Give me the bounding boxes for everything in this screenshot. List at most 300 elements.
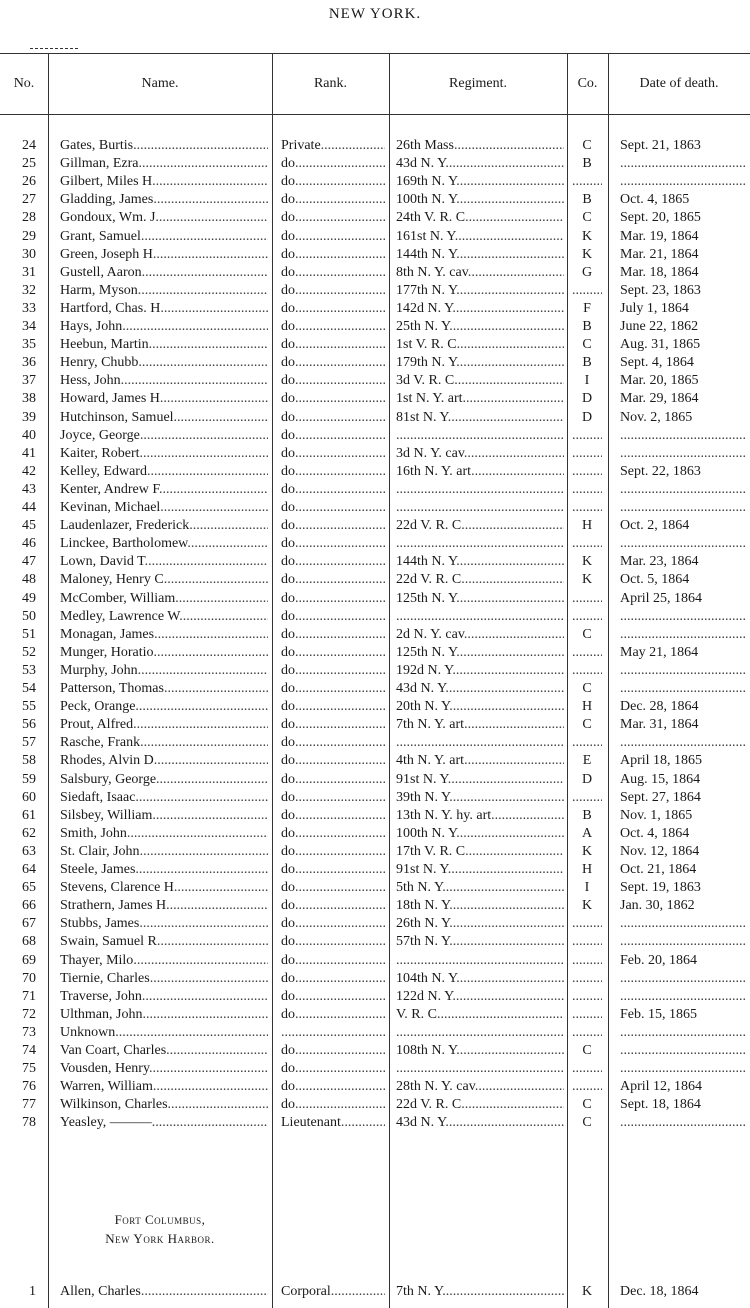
row-regiment: 1st V. R. C .....: [396, 336, 564, 354]
leader-dots: [448, 410, 564, 425]
row-number: 58: [22, 753, 36, 769]
leader-dots: [155, 210, 268, 225]
row-rank: do .....: [281, 155, 385, 173]
leader-dots: [572, 915, 602, 933]
leader-dots: [331, 1284, 385, 1299]
leader-dots: [138, 355, 268, 370]
leader-dots: [572, 608, 602, 626]
row-regiment: 4th N. Y. art .....: [396, 752, 564, 770]
table-row: [0, 734, 750, 752]
row-name: Grant, Samuel .....: [60, 228, 268, 246]
row-name: Gladding, James .....: [60, 191, 268, 209]
table-row: [0, 988, 750, 1006]
row-regiment: 100th N. Y .....: [396, 825, 564, 843]
row-company: C: [582, 1097, 592, 1113]
table-row: [0, 626, 750, 644]
row-company: D: [581, 771, 593, 787]
leader-dots: [620, 1114, 746, 1132]
leader-dots: [122, 319, 268, 334]
row-rank: do .....: [281, 1060, 385, 1078]
table-row: [0, 209, 750, 227]
row-name: Kelley, Edward .....: [60, 463, 268, 481]
row-rank: do .....: [281, 752, 385, 770]
leader-dots: [295, 572, 385, 587]
leader-dots: [153, 192, 268, 207]
leader-dots: [135, 862, 268, 877]
leader-dots: [295, 934, 385, 949]
leader-dots: [150, 971, 268, 986]
row-number: 63: [22, 843, 36, 859]
leader-dots: [133, 138, 268, 153]
leader-dots: [449, 898, 564, 913]
row-number: 46: [22, 536, 36, 552]
leader-dots: [295, 156, 385, 171]
row-name: Prout, Alfred .....: [60, 716, 268, 734]
row-date: Oct. 4, 1864: [620, 825, 690, 841]
leader-dots: [159, 482, 268, 497]
row-regiment: 108th N. Y .....: [396, 1042, 564, 1060]
leader-dots: [572, 535, 602, 553]
leader-dots: [138, 663, 268, 678]
leader-dots: [145, 554, 268, 569]
row-rank: do .....: [281, 463, 385, 481]
leader-dots: [437, 1007, 564, 1022]
row-date: Sept. 27, 1864: [620, 789, 701, 805]
row-name: Unknown .....: [60, 1024, 268, 1042]
row-company: H: [581, 862, 593, 877]
row-name: Rhodes, Alvin D .....: [60, 752, 268, 770]
leader-dots: [396, 427, 564, 445]
row-regiment: 142d N. Y .....: [396, 300, 564, 318]
row-company: C: [582, 1115, 592, 1131]
row-company: K: [581, 1284, 593, 1299]
leader-dots: [295, 772, 385, 787]
table-row: [0, 680, 750, 698]
table-row: [0, 897, 750, 915]
table-row: [0, 481, 750, 499]
leader-dots: [620, 173, 746, 191]
row-rank: do .....: [281, 861, 385, 879]
row-name: Traverse, John .....: [60, 988, 268, 1006]
row-regiment: 22d V. R. C .....: [396, 1096, 564, 1114]
leader-dots: [572, 481, 602, 499]
row-name: Van Coart, Charles .....: [60, 1042, 268, 1060]
row-rank: do .....: [281, 173, 385, 191]
row-date: Nov. 2, 1865: [620, 409, 693, 425]
row-number: 67: [22, 916, 36, 932]
row-rank: do .....: [281, 517, 385, 535]
table-row: [0, 698, 750, 716]
leader-dots: [455, 229, 564, 244]
row-name: Peck, Orange .....: [60, 698, 268, 716]
table-row: [0, 807, 750, 825]
leader-dots: [153, 1079, 268, 1094]
leader-dots: [295, 826, 385, 841]
row-name: Stevens, Clarence H .....: [60, 879, 268, 897]
leader-dots: [295, 355, 385, 370]
row-company: B: [582, 807, 592, 823]
row-date: Oct. 21, 1864: [620, 862, 697, 877]
row-name: Joyce, George .....: [60, 427, 268, 445]
section-title-line-2: New York Harbor.: [105, 1231, 215, 1246]
leader-dots: [454, 373, 564, 388]
row-regiment: 43d N. Y .....: [396, 1114, 564, 1132]
row-date: Dec. 28, 1864: [620, 699, 699, 715]
row-rank: do .....: [281, 427, 385, 445]
leader-dots: [295, 337, 385, 352]
row-regiment: 26th N. Y .....: [396, 915, 564, 933]
row-regiment: 3d N. Y. cav .....: [396, 445, 564, 463]
leader-dots: [295, 790, 385, 805]
header-rank: Rank.: [313, 76, 348, 91]
leader-dots: [620, 535, 746, 553]
row-rank: do .....: [281, 680, 385, 698]
leader-dots: [168, 1097, 268, 1112]
leader-dots: [572, 445, 602, 463]
leader-dots: [160, 500, 268, 515]
row-regiment: 169th N. Y .....: [396, 173, 564, 191]
row-number: 53: [22, 662, 36, 678]
leader-dots: [457, 337, 564, 352]
row-company: K: [581, 898, 593, 914]
leader-dots: [295, 989, 385, 1004]
row-number: 66: [22, 898, 36, 914]
row-company: I: [584, 880, 590, 896]
row-date: April 18, 1865: [620, 753, 703, 769]
row-name: Kevinan, Michael .....: [60, 499, 268, 517]
row-rank: do .....: [281, 390, 385, 408]
row-regiment: 20th N. Y .....: [396, 698, 564, 716]
leader-dots: [445, 1115, 564, 1130]
row-company: B: [582, 355, 592, 371]
row-regiment: 3d V. R. C .....: [396, 372, 564, 390]
row-number: 62: [22, 825, 36, 841]
table-row: [0, 264, 750, 282]
row-number: 74: [22, 1043, 36, 1058]
row-regiment: 22d V. R. C .....: [396, 571, 564, 589]
row-name: Gustell, Aaron .....: [60, 264, 268, 282]
row-number: 50: [22, 608, 36, 624]
row-regiment: 17th V. R. C .....: [396, 843, 564, 861]
leader-dots: [295, 373, 385, 388]
leader-dots: [138, 283, 268, 298]
table-row: [0, 228, 750, 246]
table-row: [0, 915, 750, 933]
table-row: [0, 608, 750, 626]
row-number: 49: [22, 590, 36, 606]
leader-dots: [448, 772, 564, 787]
row-date: Sept. 4, 1864: [620, 355, 694, 371]
row-number: 56: [22, 717, 36, 733]
row-date: Mar. 29, 1864: [620, 391, 699, 407]
table-row: [0, 1096, 750, 1114]
row-regiment: 7th N. Y .....: [396, 1283, 564, 1301]
leader-dots: [295, 500, 385, 515]
row-regiment: 81st N. Y .....: [396, 409, 564, 427]
leader-dots: [295, 391, 385, 406]
row-date: Sept. 22, 1863: [620, 463, 701, 479]
table-row: [0, 970, 750, 988]
row-regiment: 43d N. Y .....: [396, 155, 564, 173]
row-regiment: 39th N. Y .....: [396, 789, 564, 807]
row-date: Mar. 21, 1864: [620, 246, 699, 262]
leader-dots: [456, 1043, 564, 1058]
table-row: [0, 771, 750, 789]
row-number: 45: [22, 518, 36, 534]
row-date: Oct. 4, 1865: [620, 192, 690, 208]
row-rank: do .....: [281, 481, 385, 499]
leader-dots: [465, 844, 564, 859]
header-top-rule: [0, 53, 750, 54]
leader-dots: [620, 427, 746, 445]
row-date: Dec. 18, 1864: [620, 1284, 699, 1299]
leader-dots: [396, 481, 564, 499]
leader-dots: [572, 988, 602, 1006]
row-number: 48: [22, 572, 36, 588]
table-row: [0, 372, 750, 390]
row-company: K: [581, 246, 593, 262]
row-number: 68: [22, 934, 36, 950]
leader-dots: [452, 301, 564, 316]
leader-dots: [456, 645, 564, 660]
leader-dots: [461, 518, 564, 533]
table-row: [0, 1024, 750, 1042]
table-row: [0, 662, 750, 680]
leader-dots: [464, 627, 564, 642]
table-row: [0, 1060, 750, 1078]
leader-dots: [142, 265, 268, 280]
row-rank: Private .....: [281, 137, 385, 155]
row-name: Yeasley, ——— .....: [60, 1114, 268, 1132]
leader-dots: [620, 680, 746, 698]
header-co: Co.: [577, 76, 598, 91]
row-name: Howard, James H .....: [60, 390, 268, 408]
row-company: K: [581, 572, 593, 588]
row-name: Stubbs, James .....: [60, 915, 268, 933]
leader-dots: [464, 446, 564, 461]
leader-dots: [157, 934, 268, 949]
row-number: 72: [22, 1006, 36, 1022]
row-regiment: 16th N. Y. art .....: [396, 463, 564, 481]
row-name: Gondoux, Wm. J .....: [60, 209, 268, 227]
row-number: 57: [22, 735, 36, 751]
leader-dots: [174, 410, 268, 425]
row-rank: do .....: [281, 354, 385, 372]
table-row: [0, 191, 750, 209]
table-row: [0, 843, 750, 861]
row-company: C: [582, 337, 592, 353]
table-row: [0, 644, 750, 662]
table-row: [0, 445, 750, 463]
table-row: [0, 752, 750, 770]
leader-dots: [187, 536, 268, 551]
leader-dots: [452, 989, 564, 1004]
row-rank: do .....: [281, 336, 385, 354]
leader-dots: [147, 464, 268, 479]
row-rank: do .....: [281, 571, 385, 589]
row-date: Aug. 31, 1865: [620, 337, 701, 353]
row-number: 41: [22, 445, 36, 461]
leader-dots: [295, 681, 385, 696]
row-date: Oct. 2, 1864: [620, 518, 690, 534]
leader-dots: [153, 247, 268, 262]
leader-dots: [295, 265, 385, 280]
row-company: H: [581, 699, 593, 715]
row-rank: Lieutenant .....: [281, 1114, 385, 1132]
row-number: 73: [22, 1024, 36, 1040]
leader-dots: [179, 609, 268, 624]
row-rank: do .....: [281, 698, 385, 716]
row-date: Feb. 15, 1865: [620, 1006, 697, 1022]
leader-dots: [295, 808, 385, 823]
row-rank: do .....: [281, 789, 385, 807]
leader-dots: [396, 734, 564, 752]
leader-dots: [166, 1043, 268, 1058]
leader-dots: [572, 173, 602, 191]
leader-dots: [295, 971, 385, 986]
leader-dots: [572, 789, 602, 807]
row-number: 34: [22, 319, 36, 334]
leader-dots: [160, 301, 268, 316]
row-company: C: [582, 717, 592, 733]
leader-dots: [572, 427, 602, 445]
leader-dots: [620, 608, 746, 626]
row-rank: do .....: [281, 535, 385, 553]
leader-dots: [620, 1060, 746, 1078]
leader-dots: [442, 1284, 564, 1299]
leader-dots: [154, 753, 268, 768]
table-row: [0, 155, 750, 173]
leader-dots: [464, 717, 564, 732]
row-company: C: [582, 681, 592, 696]
leader-dots: [456, 971, 564, 986]
table-row: [0, 427, 750, 445]
leader-dots: [281, 1024, 385, 1042]
table-row: [0, 300, 750, 318]
row-date: Sept. 21, 1863: [620, 138, 701, 153]
row-number: 28: [22, 210, 36, 226]
leader-dots: [139, 916, 268, 931]
leader-dots: [115, 1025, 268, 1040]
leader-dots: [140, 428, 268, 443]
row-company: G: [581, 264, 593, 280]
leader-dots: [127, 826, 268, 841]
leader-dots: [620, 662, 746, 680]
row-date: Oct. 5, 1864: [620, 572, 690, 588]
leader-dots: [295, 301, 385, 316]
table-row: [0, 499, 750, 517]
row-number: 39: [22, 409, 36, 425]
table-row: [0, 825, 750, 843]
leader-dots: [456, 247, 564, 262]
leader-dots: [133, 717, 268, 732]
header-bottom-rule: [0, 114, 750, 115]
row-name: Hutchinson, Samuel .....: [60, 409, 268, 427]
leader-dots: [572, 952, 602, 970]
row-regiment: 43d N. Y .....: [396, 680, 564, 698]
leader-dots: [456, 283, 564, 298]
row-rank: do .....: [281, 228, 385, 246]
row-number: 65: [22, 880, 36, 896]
leader-dots: [135, 699, 268, 714]
row-date: Mar. 23, 1864: [620, 554, 699, 570]
leader-dots: [166, 898, 268, 913]
row-number: 61: [22, 807, 36, 823]
header-name: Name.: [141, 76, 179, 91]
row-name: St. Clair, John .....: [60, 843, 268, 861]
table-row: [0, 535, 750, 553]
row-number: 30: [22, 246, 36, 262]
leader-dots: [295, 1007, 385, 1022]
row-regiment: 177th N. Y .....: [396, 282, 564, 300]
leader-dots: [449, 790, 564, 805]
table-row: [0, 1006, 750, 1024]
row-number: 38: [22, 391, 36, 407]
leader-dots: [152, 174, 268, 189]
leader-dots: [295, 645, 385, 660]
leader-dots: [620, 481, 746, 499]
row-number: 59: [22, 771, 36, 787]
leader-dots: [620, 626, 746, 644]
leader-dots: [152, 1115, 268, 1130]
row-number: 24: [22, 138, 36, 153]
row-date: Mar. 19, 1864: [620, 228, 699, 244]
leader-dots: [572, 1078, 602, 1096]
row-regiment: 25th N. Y .....: [396, 318, 564, 336]
leader-dots: [464, 753, 564, 768]
row-rank: do .....: [281, 608, 385, 626]
page-title: NEW YORK.: [328, 6, 422, 22]
leader-dots: [442, 880, 564, 895]
row-rank: do .....: [281, 246, 385, 264]
row-number: 76: [22, 1079, 36, 1095]
leader-dots: [456, 826, 564, 841]
row-rank: do .....: [281, 264, 385, 282]
leader-dots: [396, 499, 564, 517]
leader-dots: [572, 933, 602, 951]
leader-dots: [149, 337, 268, 352]
row-name: Allen, Charles .....: [60, 1283, 268, 1301]
row-rank: do .....: [281, 843, 385, 861]
row-rank: do .....: [281, 590, 385, 608]
row-rank: do .....: [281, 807, 385, 825]
row-regiment: 91st N. Y .....: [396, 861, 564, 879]
leader-dots: [174, 880, 268, 895]
row-rank: Corporal .....: [281, 1283, 385, 1301]
row-name: Kenter, Andrew F .....: [60, 481, 268, 499]
leader-dots: [135, 790, 268, 805]
leader-dots: [449, 319, 564, 334]
leader-dots: [175, 591, 268, 606]
leader-dots: [295, 283, 385, 298]
leader-dots: [620, 988, 746, 1006]
leader-dots: [164, 572, 268, 587]
row-regiment: 7th N. Y. art .....: [396, 716, 564, 734]
leader-dots: [449, 699, 564, 714]
row-number: 54: [22, 681, 36, 696]
leader-dots: [295, 518, 385, 533]
leader-dots: [156, 772, 268, 787]
row-regiment: 26th Mass .....: [396, 137, 564, 155]
row-number: 71: [22, 988, 36, 1004]
row-date: April 12, 1864: [620, 1079, 703, 1095]
leader-dots: [295, 192, 385, 207]
table-row: [0, 553, 750, 571]
table-row: [0, 409, 750, 427]
leader-dots: [445, 156, 564, 171]
leader-dots: [295, 1061, 385, 1076]
row-number: 40: [22, 427, 36, 443]
